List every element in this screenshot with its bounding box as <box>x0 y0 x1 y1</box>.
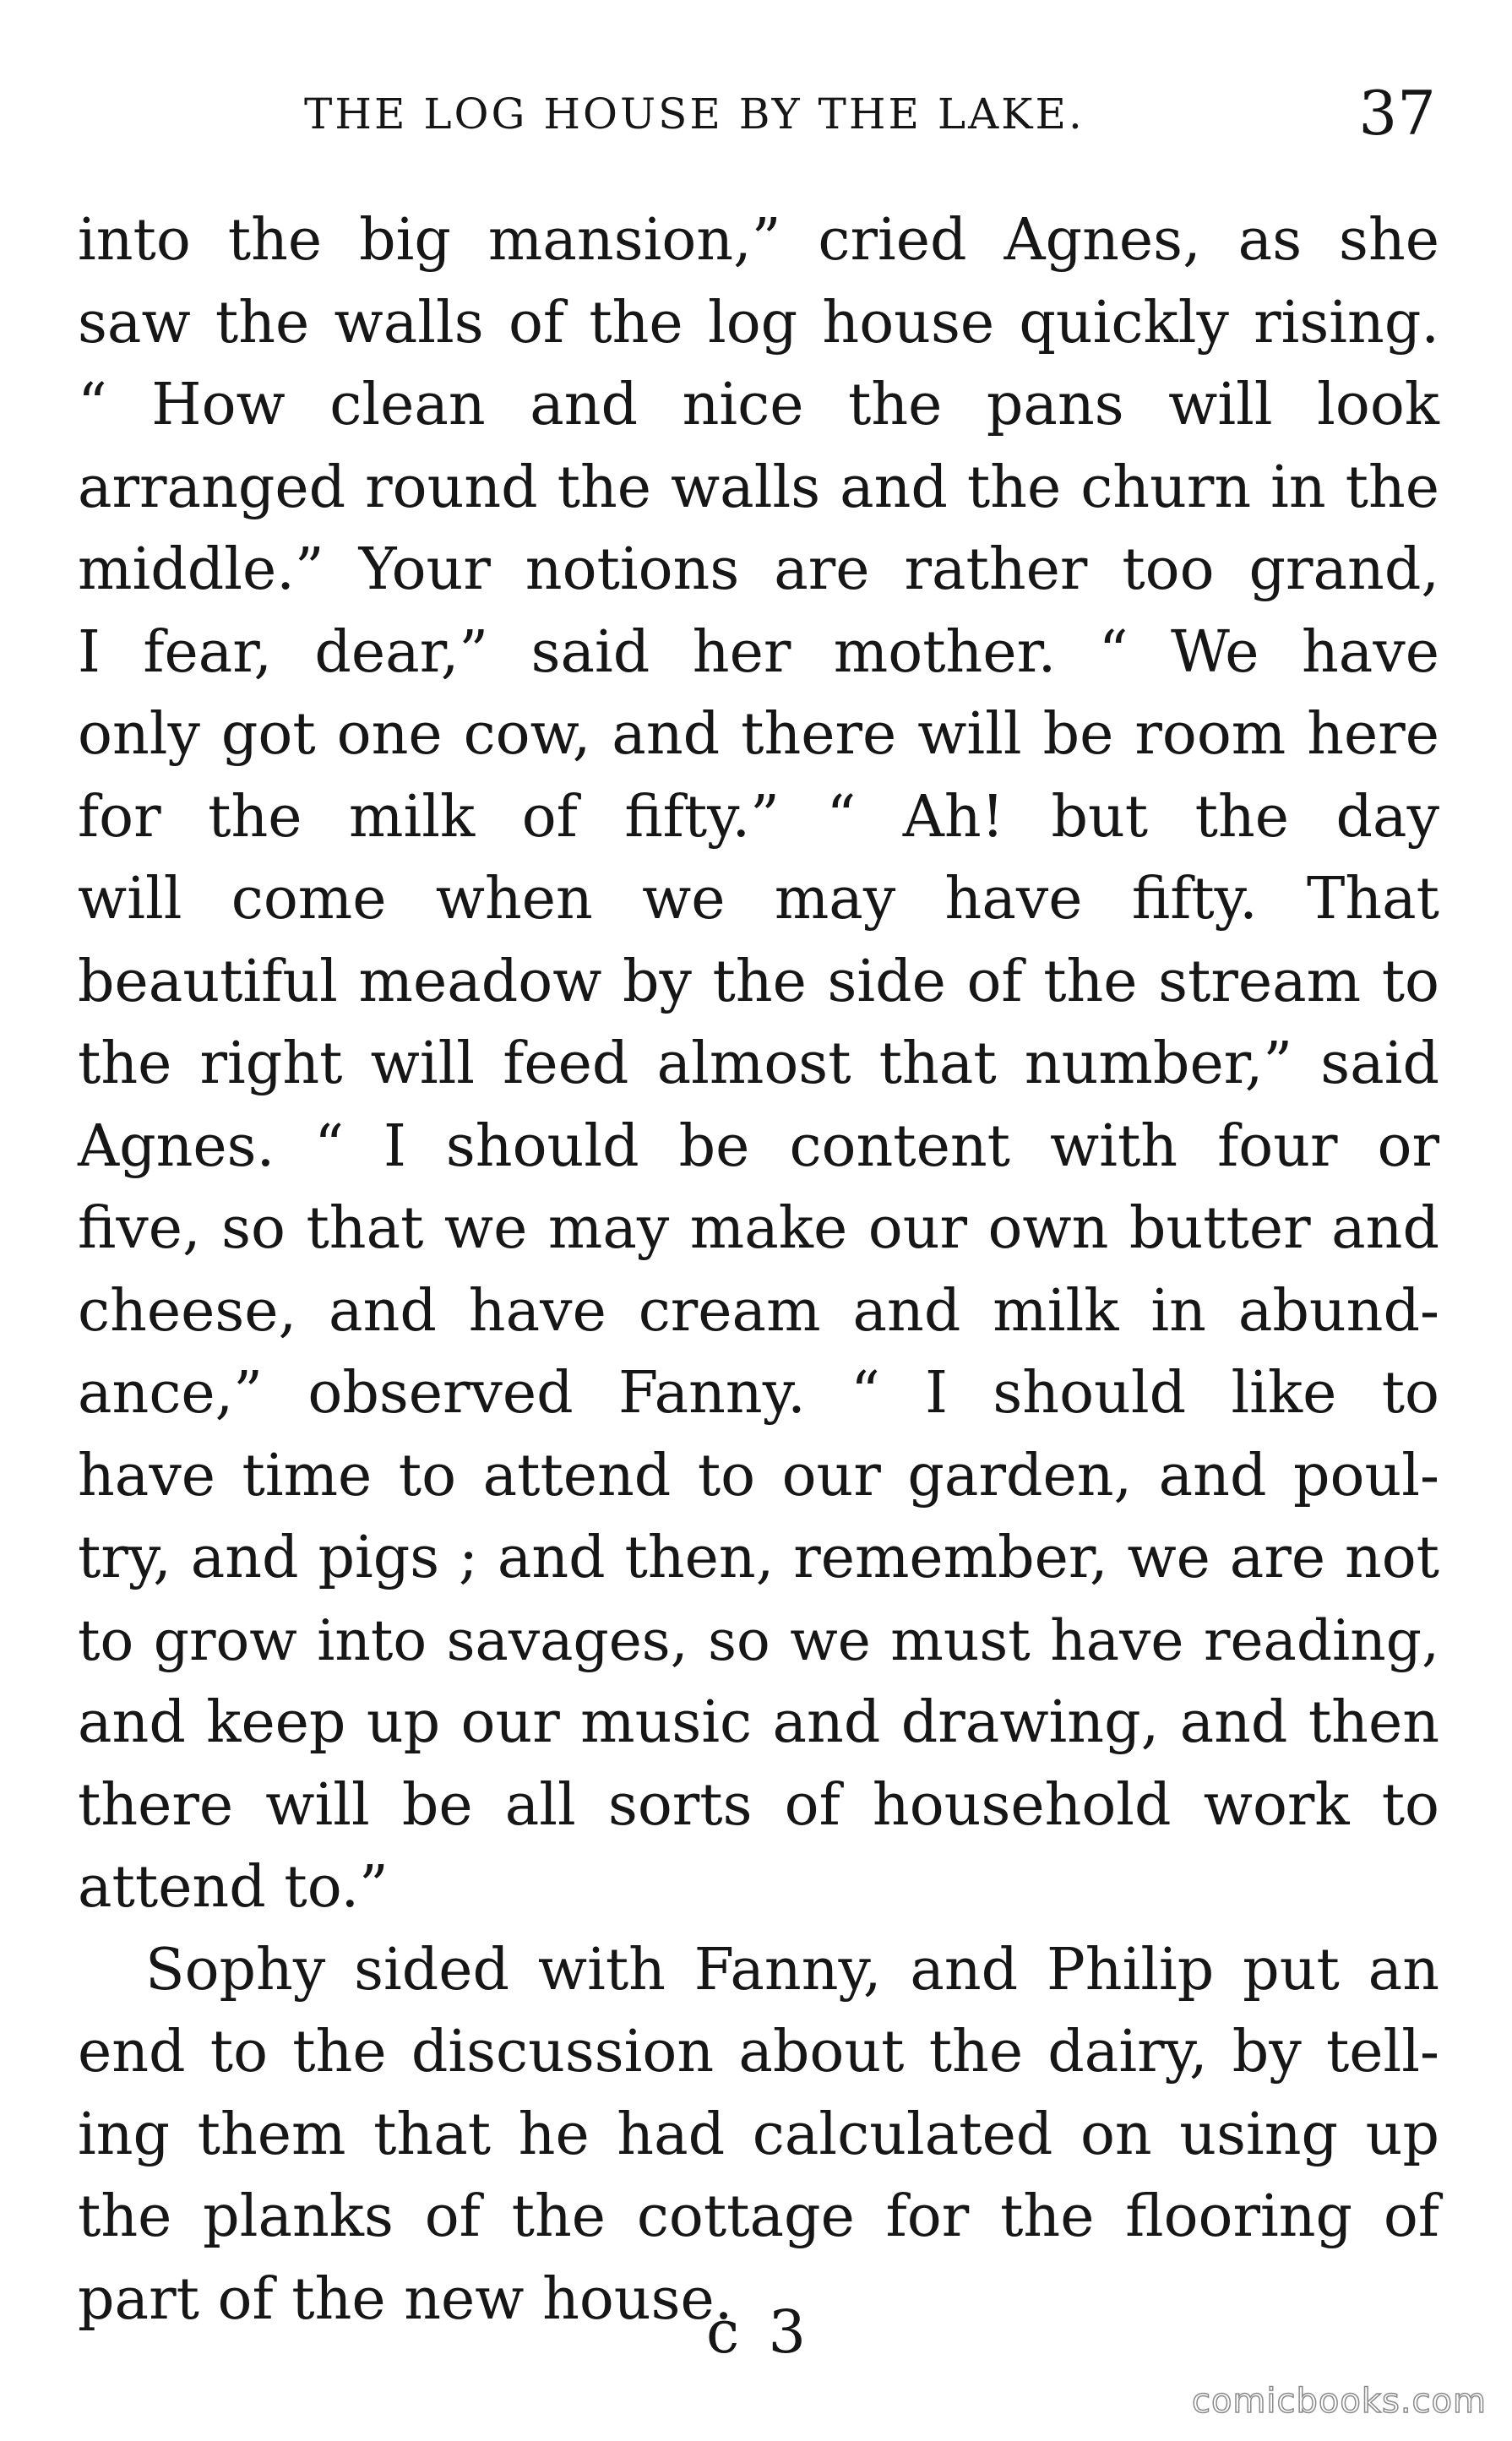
text-line: “ How clean and nice the pans will look <box>78 372 1439 438</box>
running-title: THE LOG HOUSE BY THE LAKE. <box>304 90 1085 139</box>
paragraph-start-line: Sophy sided with Fanny, and Philip put an <box>145 1936 1439 2003</box>
text-line: cheese, and have cream and milk in abund- <box>78 1277 1439 1345</box>
watermark: comicbooks.com <box>1191 2382 1487 2421</box>
text-line: try, and pigs ; and then, remember, we are not <box>78 1525 1439 1591</box>
text-line: attend to.” <box>78 1854 389 1921</box>
text-line: will come when we may have fifty. That <box>78 866 1439 932</box>
text-line: the right will feed almost that number,” said <box>78 1030 1439 1097</box>
text-line: Agnes. “ I should be content with four or <box>78 1112 1439 1180</box>
text-line: part of the new house. <box>78 2265 733 2333</box>
text-line: there will be all sorts of household work to <box>78 1771 1439 1839</box>
text-line: into the big mansion,” cried Agnes, as she <box>78 207 1439 274</box>
text-line: have time to attend to our garden, and poul- <box>78 1442 1439 1509</box>
text-line: I fear, dear,” said her mother. “ We have <box>78 618 1439 686</box>
body-text <box>78 199 1439 2340</box>
text-line: middle.” Your notions are rather too grand, <box>78 536 1439 603</box>
text-line: end to the discussion about the dairy, by tell- <box>78 2019 1439 2085</box>
text-line: and keep up our music and drawing, and then <box>78 1689 1439 1756</box>
text-line: ing them that he had calculated on using up <box>78 2101 1439 2168</box>
running-head <box>304 78 1436 154</box>
text-line: to grow into savages, so we must have reading, <box>78 1607 1439 1673</box>
text-line: saw the walls of the log house quickly rising. <box>78 289 1439 356</box>
signature-mark: c 3 <box>706 2297 811 2367</box>
text-line: arranged round the walls and the churn in the <box>78 454 1439 521</box>
text-line: only got one cow, and there will be room here <box>78 701 1439 768</box>
text-line: ance,” observed Fanny. “ I should like to <box>78 1360 1439 1427</box>
text-line: the planks of the cottage for the flooring of <box>78 2183 1439 2250</box>
text-line: five, so that we may make our own butter and <box>78 1195 1439 1262</box>
page-number: 37 <box>1358 78 1436 149</box>
text-line: for the milk of fifty.” “ Ah! but the day <box>78 783 1439 851</box>
text-line: beautiful meadow by the side of the stream to <box>78 948 1439 1015</box>
